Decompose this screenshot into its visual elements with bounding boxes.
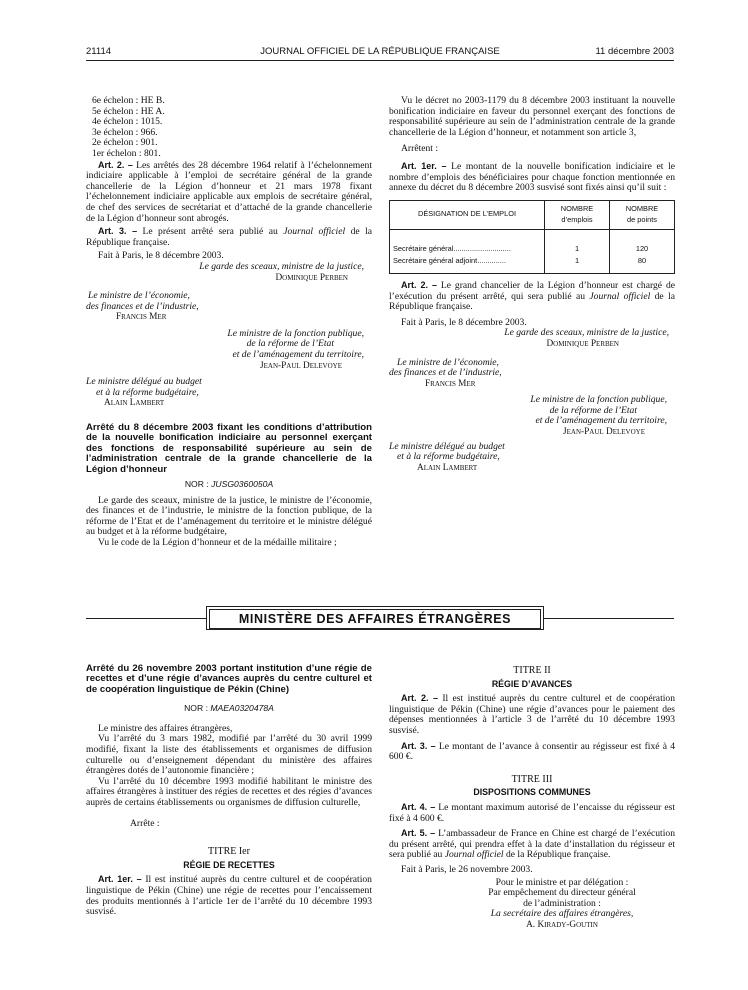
table-row: Secrétaire général adjoint.............. 1 80	[390, 255, 675, 273]
ministry-banner	[206, 606, 544, 630]
signature-block: Le ministre de la fonction publique, de la réforme de l’Etat et de l’aménagement du territoire, Jean-Paul Delevoye	[227, 327, 364, 371]
column-header: NOMBRE de points	[610, 200, 675, 229]
column-header: DÉSIGNATION DE L’EMPLOI	[390, 200, 545, 229]
right-bottom-column	[389, 664, 675, 930]
title-heading: TITRE Ier	[208, 846, 250, 858]
table-row: Secrétaire général............................ 1 120	[390, 229, 675, 255]
section-heading: RÉGIE D’AVANCES	[491, 678, 573, 689]
table-cell: 80	[610, 255, 675, 273]
signature-block: Le garde des sceaux, ministre de la justice, Dominique Perben	[199, 260, 364, 283]
left-top-column	[86, 96, 372, 549]
echelon-item: 3e échelon : 966.	[92, 126, 158, 138]
arretent: Arrêtent :	[401, 143, 439, 155]
signing-date: Fait à Paris, le 8 décembre 2003.	[98, 250, 224, 262]
signature-block: Pour le ministre et par délégation : Par empêchement du directeur général de l’administration : La secrétaire des affaires étrangères, A. Kirady-Goutin	[488, 876, 636, 930]
page-number: 21114	[86, 46, 112, 57]
decree-title: Arrêté du 26 novembre 2003 portant institution d’une régie de recettes et d’une régie d’avances auprès du centre culturel et de coopération linguistique de Pékin (Chine)	[86, 663, 372, 695]
arrete: Arrête :	[130, 817, 160, 829]
table-cell: 1	[545, 255, 610, 273]
nor-reference: NOR : MAEA0320478A	[184, 703, 274, 714]
nbi-table	[389, 200, 675, 274]
paragraph: Vu le code de la Légion d’honneur et de la médaille militaire ;	[98, 537, 337, 549]
signature-block: Le ministre délégué au budget et à la réforme budgétaire, Alain Lambert	[86, 376, 202, 409]
article-2: Art. 2. – Le grand chancelier de la Légion d’honneur est chargé de l’exécution du présent arrêté, qui sera publié au Journal officiel de la République française.	[389, 279, 676, 313]
echelon-list	[86, 96, 372, 160]
section-heading: DISPOSITIONS COMMUNES	[473, 787, 591, 798]
table-cell: Secrétaire général adjoint	[393, 256, 478, 266]
title-heading: TITRE III	[511, 773, 553, 785]
article-3: Art. 3. – Le montant de l’avance à consentir au régisseur est fixé à 4 600 €.	[389, 740, 675, 763]
table-cell: 1	[545, 229, 610, 255]
article-2: Art. 2. – Il est institué auprès du centre culturel et de coopération linguistique de Pékin (Chine) une régie d’avances pour le paiement des dépenses mentionnées à l’article 3 de l’arrêté du 10 décembre 1993 susvisé.	[389, 693, 675, 736]
article-1: Art. 1er. – Il est institué auprès du centre culturel et de coopération linguistique de Pékin (Chine) une régie de recettes pour l’encaissement des produits mentionnés à l’article 1er de l’arrêté du 10 décembre 1993 susvisé.	[86, 874, 372, 918]
decree-title: Arrêté du 8 décembre 2003 fixant les conditions d’attribution de la nouvelle bonification indiciaire au personnel exerçant des fonctions de responsabilité supérieure au sein de l’administration centrale de la grande chancellerie de la Légion d’honneur	[86, 422, 372, 475]
echelon-item: 4e échelon : 1015.	[92, 116, 163, 128]
table-header	[390, 200, 675, 229]
signature-block: Le ministre de la fonction publique, de la réforme de l’Etat et de l’aménagement du territoire, Jean-Paul Delevoye	[530, 394, 667, 438]
signature-block: Le ministre de l’économie, des finances et de l’industrie, Francis Mer	[86, 290, 199, 323]
signature-block: Le ministre délégué au budget et à la réforme budgétaire, Alain Lambert	[389, 440, 505, 473]
echelon-item: 1er échelon : 801.	[92, 147, 161, 159]
signature-block: Le garde des sceaux, ministre de la justice, Dominique Perben	[504, 327, 669, 349]
left-bottom-column	[86, 664, 372, 918]
issue-date: 11 décembre 2003	[595, 46, 674, 57]
article-5: Art. 5. – L’ambassadeur de France en Chine est chargé de l’exécution du présent arrêté, qui prendra effet à la date d’installation du régisseur et sera publié au Journal officiel de la République française.	[389, 828, 675, 861]
right-top-column	[389, 96, 675, 473]
paragraph: Vu l’arrêté du 3 mars 1982, modifié par l’arrêté du 30 avril 1999 modifié, fixant la liste des établissements et organismes de diffusion culturelle ou d’enseignement dépendant du ministère des affaires étrangères dotés de l’autonomie financière ;	[86, 733, 372, 777]
signature-block: Le ministre de l’économie, des finances et de l’industrie, Francis Mer	[389, 356, 502, 389]
paragraph: Le garde des sceaux, ministre de la justice, le ministre de l’économie, des finances et de l’industrie, le ministre de la fonction publique, de la réforme de l’Etat et de l’aménagement du territoire et le ministre délégué au budget et à la réforme budgétaire,	[86, 494, 372, 538]
article-1: Art. 1er. – Le montant de la nouvelle bonification indiciaire et le nombre d’emplois des bénéficiaires pour chaque fonction mentionnée en annexe du décret du 8 décembre 2003 susvisé sont fixés ainsi qu’il suit :	[389, 160, 676, 194]
echelon-item: 2e échelon : 901.	[92, 137, 158, 149]
signing-date: Fait à Paris, le 8 décembre 2003.	[401, 316, 527, 328]
table-cell: Secrétaire général	[393, 243, 454, 253]
ministry-title: MINISTÈRE DES AFFAIRES ÉTRANGÈRES	[209, 609, 541, 629]
nor-reference: NOR : JUSG0360050A	[184, 479, 274, 490]
title-heading: TITRE II	[513, 665, 551, 676]
table-cell: 120	[610, 229, 675, 255]
paragraph: Le ministre des affaires étrangères,	[98, 722, 233, 734]
echelon-item: 6e échelon : HE B.	[92, 95, 165, 106]
article-4: Art. 4. – Le montant maximum autorisé de l’encaisse du régisseur est fixé à 4 600 €.	[389, 801, 675, 824]
column-header: NOMBRE d’emplois	[545, 200, 610, 229]
section-heading: RÉGIE DE RECETTES	[183, 859, 275, 870]
echelon-item: 5e échelon : HE A.	[92, 105, 165, 117]
paragraph: Vu l’arrêté du 10 décembre 1993 modifié habilitant le ministre des affaires étrangères à instituer des régies de recettes et des régies d’avances auprès de certains établissements ou organismes de diffusion culturelle,	[86, 775, 372, 808]
paragraph: Vu le décret no 2003-1179 du 8 décembre 2003 instituant la nouvelle bonification indiciaire en faveur du personnel exerçant des fonctions de responsabilité supérieure au sein de l’administration centrale de la grande chancellerie de la Légion d’honneur, et notamment son article 3,	[389, 95, 675, 138]
article-2: Art. 2. – Les arrêtés des 28 décembre 1964 relatif à l’échelonnement indiciaire applicable à l’emploi de secrétaire général de la grande chancellerie de la Légion d’honneur et 21 mars 1978 fixant l’échelonnement indiciaire applicable aux emplois de secrétaire général, de chef des services de secrétariat et d’attaché de la grande chancellerie de la Légion d’honneur sont abrogés.	[86, 159, 372, 224]
article-3: Art. 3. – Le présent arrêté sera publié au Journal officiel de la République française.	[86, 226, 372, 248]
page-header	[86, 44, 674, 61]
signing-date: Fait à Paris, le 26 novembre 2003.	[401, 863, 533, 875]
journal-title: JOURNAL OFFICIEL DE LA RÉPUBLIQUE FRANÇAISE	[260, 46, 500, 57]
